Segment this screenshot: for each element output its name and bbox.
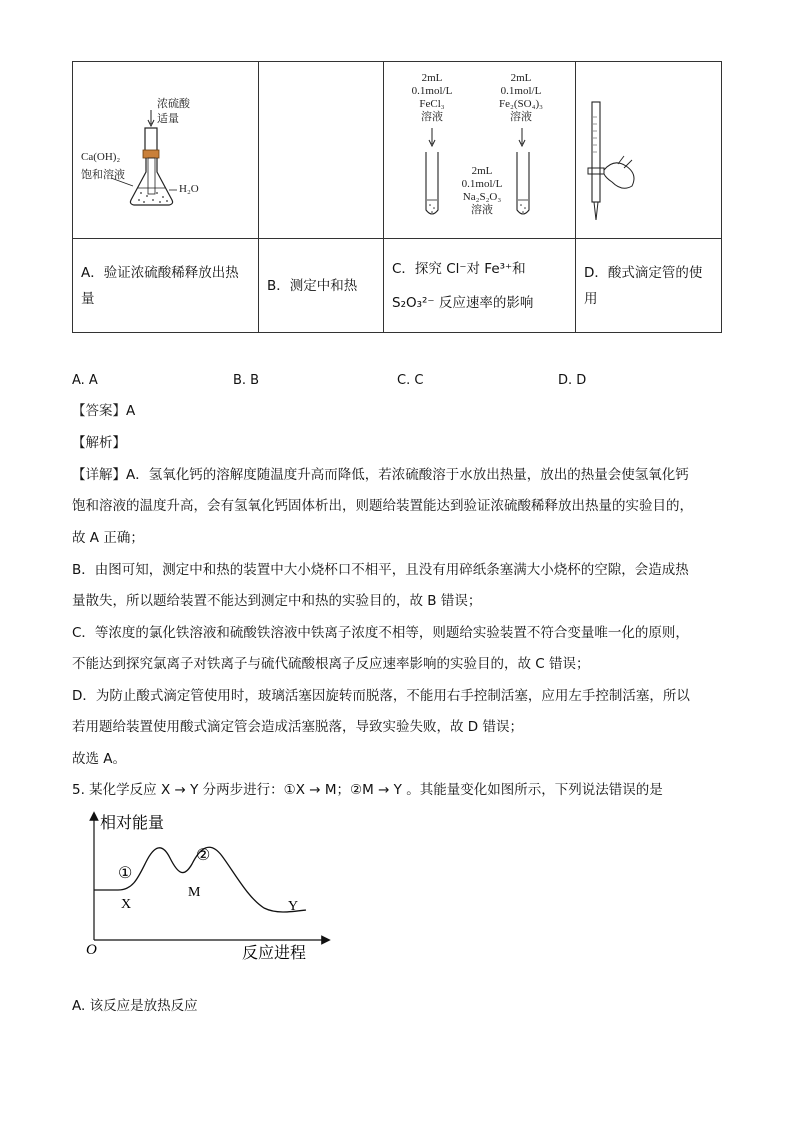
explanation-line: 若用题给装置使用酸式滴定管会造成活塞脱落，导致实验失败，故 D 错误；	[72, 719, 523, 735]
figure-cell-d	[576, 62, 722, 239]
step-1-label: ①	[118, 865, 133, 882]
right-solution: 溶液	[510, 111, 532, 123]
caption-d-line2: 用	[584, 290, 598, 307]
caption-c-line1: C．探究 Cl⁻对 Fe³⁺和	[392, 260, 526, 277]
experiment-table	[72, 61, 722, 333]
caption-a-line1: A．验证浓硫酸稀释放出热	[81, 264, 239, 281]
caption-a-line2: 量	[81, 290, 95, 307]
step-2-label: ②	[196, 847, 211, 864]
explanation-line: C．等浓度的氯化铁溶液和硫酸铁溶液中铁离子浓度不相等，则题给实验装置不符合变量唯一化的原则，	[72, 625, 689, 641]
right-reagent-label	[486, 72, 556, 124]
y-label: Y	[288, 899, 299, 914]
question-5-stem: 5. 某化学反应 X → Y 分两步进行：①X → M；②M → Y 。其能量变化如图所示，下列说法错误的是	[72, 782, 663, 798]
left-volume: 2mL	[421, 72, 443, 84]
right-volume: 2mL	[510, 72, 532, 84]
option-a: A. A	[72, 373, 98, 388]
water-label: H₂O	[179, 183, 199, 195]
option-b: B. B	[233, 373, 260, 388]
question-5-option-a: A. 该反应是放热反应	[72, 998, 198, 1014]
explanation-line: 故选 A。	[72, 751, 127, 767]
explanation-line: B．由图可知，测定中和热的装置中大小烧杯口不相平，且没有用碎纸条塞满大小烧杯的空隙，会造成热	[72, 562, 689, 578]
origin-label: O	[86, 942, 97, 958]
left-solution: 溶液	[421, 111, 443, 123]
option-d: D. D	[558, 373, 587, 388]
explanation-line: 不能达到探究氯离子对铁离子与硫代硫酸根离子反应速率影响的实验目的，故 C 错误；	[72, 656, 590, 672]
m-label: M	[188, 885, 201, 900]
right-formula: Fe₂(SO₄)₃	[499, 98, 543, 110]
figure-cell-a	[73, 62, 259, 239]
right-concentration: 0.1mol/L	[500, 85, 542, 97]
left-formula: FeCl₃	[419, 98, 445, 110]
explanation-line: 饱和溶液的温度升高，会有氢氧化钙固体析出，则题给装置能达到验证浓硫酸稀释放出热量的实验目的，	[72, 498, 693, 514]
burette-figure	[576, 62, 722, 239]
answer-value: A	[126, 403, 136, 419]
acid-amount-label: 适量	[157, 113, 179, 125]
acid-label: 浓硫酸	[157, 98, 190, 110]
mid-volume: 2mL	[471, 165, 493, 177]
caption-d	[576, 239, 722, 333]
explanation-line: D．为防止酸式滴定管使用时，玻璃活塞因旋转而脱落，不能用右手控制活塞，应用左手控制活塞，所以	[72, 688, 690, 704]
energy-profile-chart	[78, 808, 338, 968]
solution-label: 饱和溶液	[81, 169, 125, 181]
explanation-line: 量散失，所以题给装置不能达到测定中和热的实验目的，故 B 错误；	[72, 593, 482, 609]
caption-d-line1: D．酸式滴定管的使	[584, 264, 703, 281]
solution-formula-label: Ca(OH)₂	[81, 151, 121, 163]
caption-b-line1: B．测定中和热	[267, 277, 358, 294]
explanation-line: 【详解】A．氢氧化钙的溶解度随温度升高而降低，若浓硫酸溶于水放出热量，放出的热量会使氢氧化钙	[72, 467, 689, 483]
caption-c	[384, 239, 576, 333]
caption-c-line2: S₂O₃²⁻ 反应速率的影响	[392, 294, 534, 311]
mid-solution: 溶液	[471, 204, 493, 216]
x-axis-label: 反应进程	[242, 945, 307, 962]
answer-tag: 【答案】	[72, 403, 126, 419]
answer-line	[72, 401, 135, 421]
figure-cell-c	[384, 62, 576, 239]
left-concentration: 0.1mol/L	[411, 85, 453, 97]
y-axis-label: 相对能量	[100, 815, 165, 832]
x-label: X	[121, 897, 132, 912]
caption-b	[259, 239, 384, 333]
mid-reagent-label	[452, 165, 512, 217]
mid-concentration: 0.1mol/L	[461, 178, 503, 190]
left-reagent-label	[402, 72, 462, 124]
option-c: C. C	[397, 373, 424, 388]
mid-formula: Na₂S₂O₃	[462, 191, 502, 203]
figure-cell-b	[259, 62, 384, 239]
analysis-tag: 【解析】	[72, 435, 126, 451]
explanation-line: 故 A 正确；	[72, 530, 144, 546]
caption-a	[73, 239, 259, 333]
